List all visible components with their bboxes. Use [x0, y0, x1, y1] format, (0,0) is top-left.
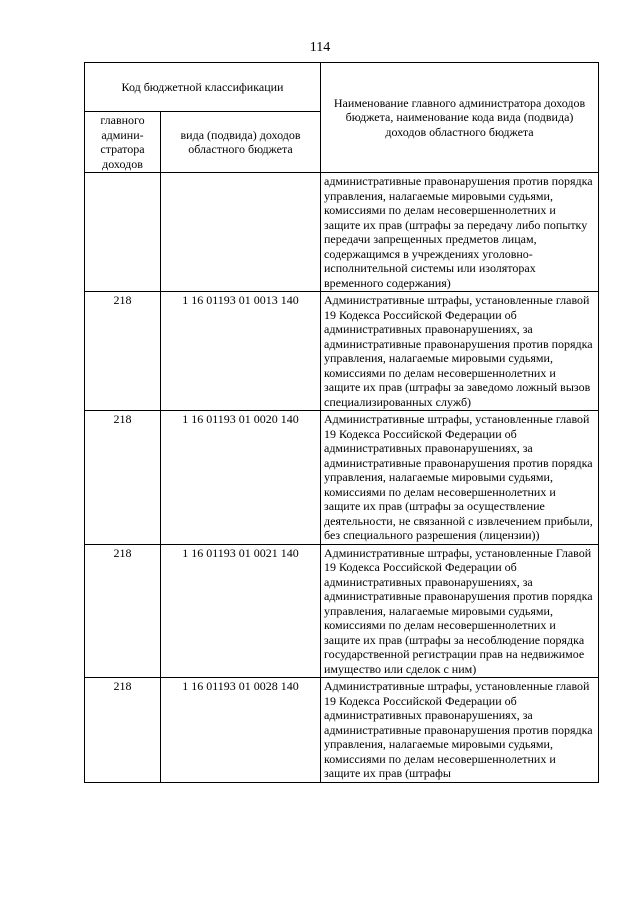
page-number: 114 — [309, 40, 331, 55]
admin-code-cell: 218 — [85, 678, 161, 783]
table-row — [85, 292, 599, 411]
income-code-cell — [161, 173, 321, 292]
header-budget-classification-code: Код бюджетной классификации — [85, 63, 321, 112]
income-name-cell: Административные штрафы, установленные главой 19 Кодекса Российской Федерации об административных правонарушениях, за административные правонарушения против порядка управления, налагаемые мировыми судьями, комиссиями по делам несовершеннолетних и защите их прав (штрафы за заведомо ложный вызов специализированных служб) — [321, 292, 599, 411]
header-name-column: Наименование главного администратора доходов бюджета, наименование кода вида (подвида) доходов областного бюджета — [321, 63, 599, 173]
header-admin-column: главного админи-стратора доходов — [85, 112, 161, 173]
income-name-cell: Административные штрафы, установленные Главой 19 Кодекса Российской Федерации об административных правонарушениях, за административные правонарушения против порядка управления, налагаемые мировыми судьями, комиссиями по делам несовершеннолетних и защите их прав (штрафы за несоблюдение порядка государственной регистрации прав на недвижимое имущество или сделок с ним) — [321, 544, 599, 678]
admin-code-cell: 218 — [85, 544, 161, 678]
header-code-column: вида (подвида) доходов областного бюджета — [161, 112, 321, 173]
admin-code-cell: 218 — [85, 292, 161, 411]
admin-code-cell: 218 — [85, 411, 161, 545]
income-code-cell: 1 16 01193 01 0021 140 — [161, 544, 321, 678]
admin-code-cell — [85, 173, 161, 292]
income-name-cell: административные правонарушения против порядка управления, налагаемые мировыми судьями, комиссиями по делам несовершеннолетних и защите их прав (штрафы за передачу либо попытку передачи запрещенных предметов лицам, содержащимся в учреждениях уголовно-исполнительной системы или изоляторах временного содержания) — [321, 173, 599, 292]
income-code-cell: 1 16 01193 01 0013 140 — [161, 292, 321, 411]
income-name-cell: Административные штрафы, установленные главой 19 Кодекса Российской Федерации об административных правонарушениях, за административные правонарушения против порядка управления, налагаемые мировыми судьями, комиссиями по делам несовершеннолетних и защите их прав (штрафы — [321, 678, 599, 783]
table-row — [85, 411, 599, 545]
income-name-cell: Административные штрафы, установленные главой 19 Кодекса Российской Федерации об административных правонарушениях, за административные правонарушения против порядка управления, налагаемые мировыми судьями, комиссиями по делам несовершеннолетних и защите их прав (штрафы за осуществление деятельности, не связанной с извлечением прибыли, без специального разрешения (лицензии)) — [321, 411, 599, 545]
income-code-cell: 1 16 01193 01 0028 140 — [161, 678, 321, 783]
income-code-cell: 1 16 01193 01 0020 140 — [161, 411, 321, 545]
table-row — [85, 678, 599, 783]
table-row — [85, 544, 599, 678]
budget-classification-table — [84, 62, 599, 783]
table-row — [85, 173, 599, 292]
